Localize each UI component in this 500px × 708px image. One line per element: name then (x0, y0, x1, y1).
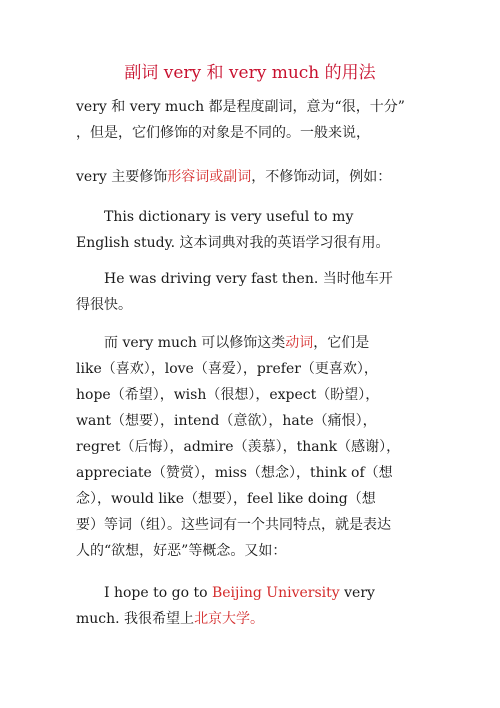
paragraph-line: regret（后悔），admire（羡慕），thank（感谢）， (76, 439, 401, 455)
paragraph-very-much-rule (76, 330, 436, 564)
paragraph-line (76, 606, 436, 632)
paragraph-line: He was driving very fast then. 当时他车开 (104, 271, 393, 287)
paragraph-line: appreciate（赞赏），miss（想念），think of（想 (76, 465, 393, 481)
paragraph-line: English study. 这本词典对我的英语学习很有用。 (76, 235, 390, 251)
paragraph-line: very 和 very much 都是程度副词，意为“很，十分” (76, 99, 405, 115)
highlight-text: 北京大学。 (194, 611, 265, 627)
paragraph-very-rule (76, 164, 436, 190)
text-segment: very (339, 585, 375, 601)
paragraph-example-1 (76, 204, 436, 256)
paragraph-example-3 (76, 580, 436, 632)
paragraph-line (76, 580, 436, 606)
paragraph-line: want（想要），intend（意欲），hate（痛恨）， (76, 413, 377, 429)
text-segment: I hope to go to (104, 585, 212, 601)
paragraph-example-2 (76, 266, 436, 318)
document-title: 副词 very 和 very much 的用法 (124, 63, 376, 83)
paragraph-line (76, 164, 436, 190)
paragraph-line: This dictionary is very useful to my (104, 209, 354, 225)
paragraph-line (76, 330, 436, 356)
highlight-text: 形容词或副词 (167, 169, 252, 185)
paragraph-line: ，但是，它们修饰的对象是不同的。一般来说， (76, 125, 370, 141)
text-segment: much. 我很希望上 (76, 611, 195, 627)
text-segment: 而 very much 可以修饰这类 (104, 335, 286, 351)
paragraph-intro (76, 94, 436, 146)
paragraph-line: hope（希望），wish（很想），expect（盼望）， (76, 387, 380, 403)
text-segment: very 主要修饰 (76, 169, 168, 185)
paragraph-line: 得很快。 (76, 297, 132, 313)
highlight-text: Beijing University (211, 585, 340, 601)
text-segment: ，它们是 (313, 335, 370, 351)
paragraph-line: 人的“欲想，好恶”等概念。又如： (76, 543, 287, 559)
paragraph-line: like（喜欢），love（喜爱），prefer（更喜欢）， (76, 361, 378, 377)
paragraph-line: 念），would like（想要），feel like doing（想 (76, 491, 376, 507)
paragraph-line: 要）等词（组）。这些词有一个共同特点，就是表达 (76, 517, 391, 533)
text-segment: ，不修饰动词，例如： (251, 169, 392, 185)
highlight-text: 动词 (285, 335, 314, 351)
